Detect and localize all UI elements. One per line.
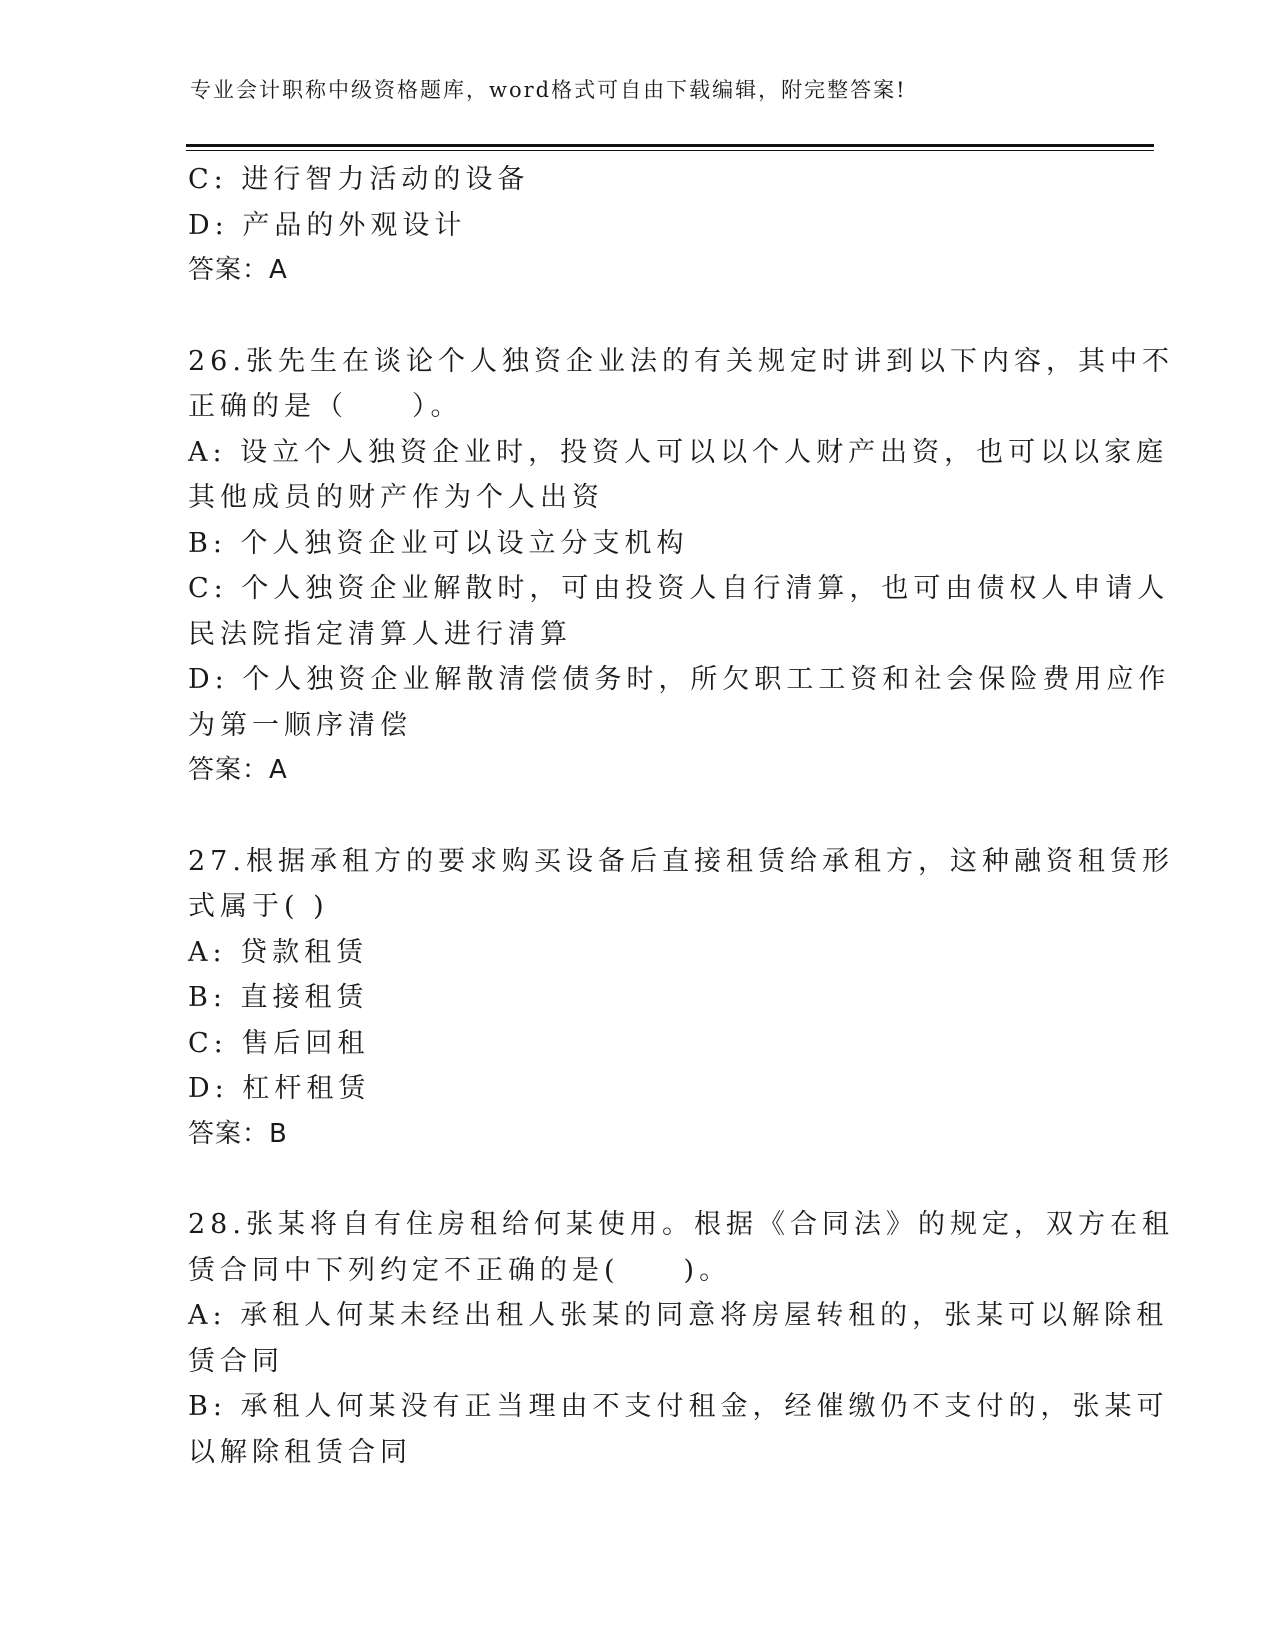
option-line: C: 个人独资企业解散时，可由投资人自行清算，也可由债权人申请人 — [188, 573, 1170, 604]
question-stem-line: 赁合同中下列约定不正确的是( )。 — [188, 1254, 732, 1286]
question-stem-line: 26.张先生在谈论个人独资企业法的有关规定时讲到以下内容，其中不 — [188, 345, 1174, 377]
header-rule-secondary — [186, 150, 1154, 151]
header-rule — [186, 144, 1154, 147]
option-line: A: 贷款租赁 — [188, 936, 369, 968]
option-line: B: 直接租赁 — [188, 982, 369, 1013]
question-28 — [188, 1202, 1174, 1475]
option-line: A: 设立个人独资企业时，投资人可以以个人财产出资，也可以以家庭 — [188, 436, 1169, 468]
page-header: 专业会计职称中级资格题库，word格式可自由下载编辑，附完整答案! — [190, 78, 907, 102]
option-line: D: 个人独资企业解散清偿债务时，所欠职工工资和社会保险费用应作 — [188, 664, 1171, 695]
option-line: A: 承租人何某未经出租人张某的同意将房屋转租的，张某可以解除租 — [188, 1300, 1169, 1331]
question-content — [188, 157, 1174, 1475]
option-line: B: 个人独资企业可以设立分支机构 — [188, 527, 689, 559]
question-stem-line: 27.根据承租方的要求购买设备后直接租赁给承租方，这种融资租赁形 — [188, 845, 1174, 877]
question-27 — [188, 839, 1174, 1158]
answer-line: 答案：A — [188, 755, 288, 785]
option-line: 为第一顺序清偿 — [188, 709, 412, 741]
option-line: C: 进行智力活动的设备 — [188, 164, 530, 195]
question-stem-line: 28.张某将自有住房租给何某使用。根据《合同法》的规定，双方在租 — [188, 1209, 1174, 1240]
option-line: 赁合同 — [188, 1345, 284, 1377]
option-line: D: 产品的外观设计 — [188, 209, 467, 241]
prev-question — [188, 157, 1088, 294]
answer-line: 答案：A — [188, 255, 288, 285]
option-line: D: 杠杆租赁 — [188, 1073, 371, 1104]
question-stem-line: 正确的是（ ）。 — [188, 391, 463, 422]
option-line: 其他成员的财产作为个人出资 — [188, 482, 604, 513]
answer-line: 答案：B — [188, 1118, 288, 1149]
question-26 — [188, 339, 1174, 794]
option-line: 民法院指定清算人进行清算 — [188, 618, 572, 650]
option-line: C: 售后回租 — [188, 1027, 370, 1059]
option-line: 以解除租赁合同 — [188, 1436, 412, 1468]
option-line: B: 承租人何某没有正当理由不支付租金，经催缴仍不支付的，张某可 — [188, 1391, 1169, 1422]
question-stem-line: 式属于( ) — [188, 891, 329, 922]
